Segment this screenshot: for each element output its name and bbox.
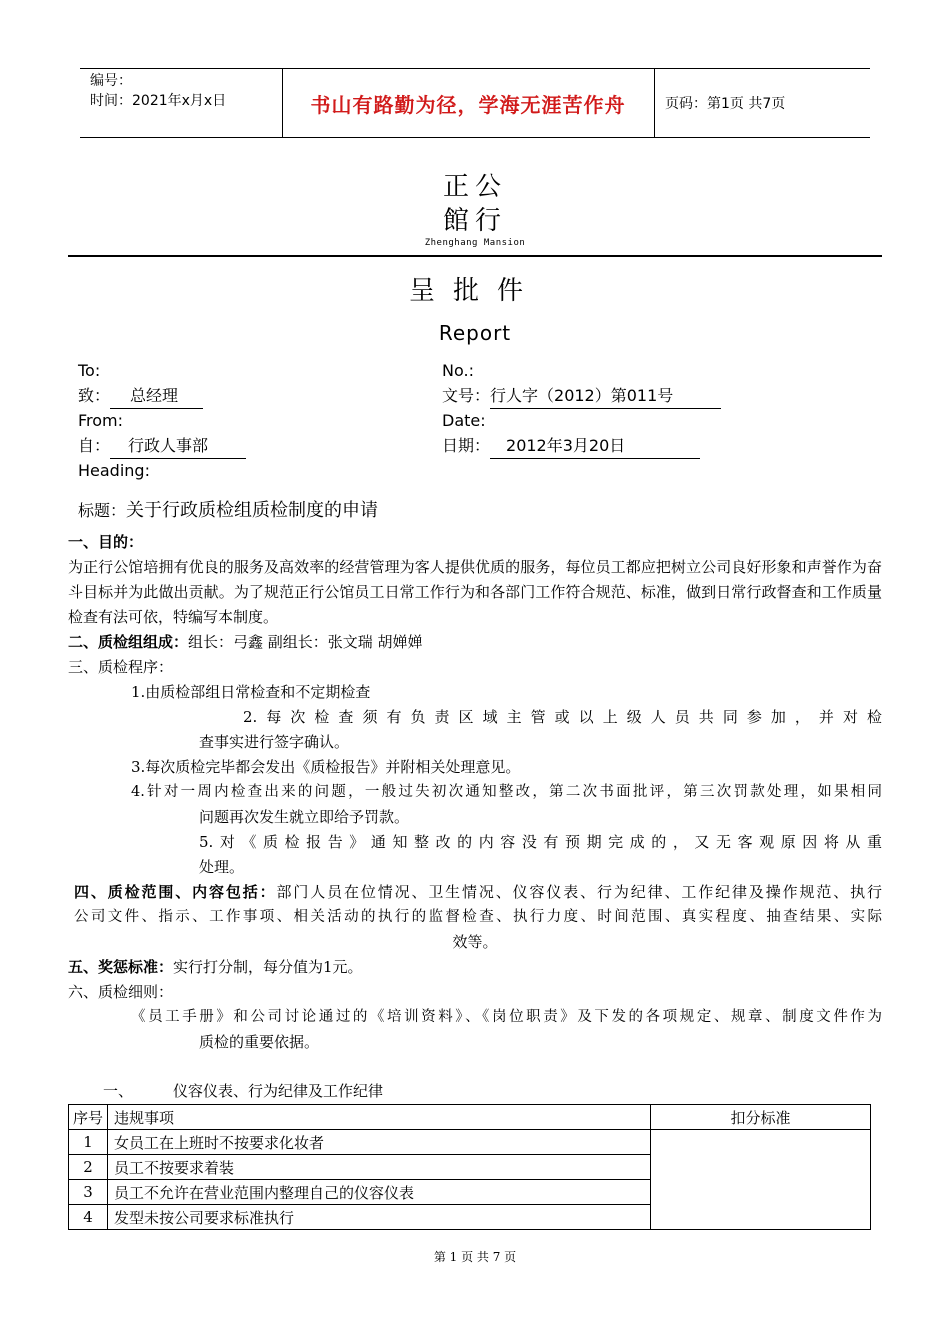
section-2 [68,630,882,655]
subsection-1-title: 仪容仪表、行为纪律及工作纪律 [173,1082,384,1100]
meta-from-label: From: [78,411,124,430]
company-logo [420,170,530,248]
section-1-title: 一、目的： [68,533,144,551]
table-cell-num: 1 [69,1130,108,1155]
header-table [80,68,870,138]
section-3-item-5-cont: 处理。 [199,858,245,876]
meta-from-row [78,434,246,459]
section-6-body-1: 《员工手册》和公司讨论通过的《培训资料》、《岗位职责》及下发的各项规定、规章、制度文件作为 [131,1009,882,1025]
section-5 [68,955,882,980]
meta-date-row [442,434,700,459]
table-cell-num: 3 [69,1180,108,1205]
meta-docno-label: 文号： [442,386,491,405]
section-2-body: 组长：弓鑫 副组长：张文瑞 胡婵婵 [188,633,423,651]
table-cell-num: 4 [69,1205,108,1230]
section-4-body-2: 公司文件、指示、工作事项、相关活动的执行的监督检查、执行力度、时间范围、真实程度、抽查结果、实际 [74,909,882,925]
table-row [69,1130,871,1155]
section-4-body-1: 部门人员在位情况、卫生情况、仪容仪表、行为纪律、工作纪律及操作规范、执行 [276,883,882,901]
subject-value: 关于行政质检组质检制度的申请 [126,500,379,521]
logo-glyph-bottom: 館行 [442,206,507,236]
meta-to-cn-label: 致： [78,386,111,405]
header-page-cell [655,69,870,137]
section-5-body: 实行打分制，每分值为1元。 [173,958,363,976]
section-2-title: 二、质检组组成： [68,633,189,651]
section-3-item-4: 4.针对一周内检查出来的问题，一般过失初次通知整改，第二次书面批评，第三次罚款处理，如果相同 [131,784,882,800]
section-3-item-2-cont: 查事实进行签字确认。 [199,733,350,751]
table-header-item: 违规事项 [108,1105,651,1130]
section-6-body-2: 质检的重要依据。 [199,1033,320,1051]
section-3-title: 三、质检程序： [68,658,174,676]
meta-to-value: 总经理 [110,384,203,409]
subject-label: 标题： [78,501,127,520]
subject-line [78,496,378,522]
motto-text: 书山有路勤为径，学海无涯苦作舟 [310,92,626,117]
meta-docno-value: 行人字（2012）第011号 [490,384,721,409]
logo-glyph-top: 正公 [442,172,507,202]
table-header-row [69,1105,871,1130]
number-label: 编号： [90,73,132,89]
table-cell-item: 女员工在上班时不按要求化妆者 [108,1130,651,1155]
meta-from-cn-label: 自： [78,436,111,455]
section-3-item-3: 3.每次质检完毕都会发出《质检报告》并附相关处理意见。 [131,758,521,776]
meta-no-label: No.: [442,361,474,380]
meta-date-cn-label: 日期： [442,436,491,455]
page-footer: 第 1 页 共 7 页 [433,1250,517,1264]
table-header-num: 序号 [69,1105,108,1130]
meta-to-label: To: [78,361,101,380]
meta-from-value: 行政人事部 [110,434,246,459]
meta-date-label: Date: [442,411,486,430]
meta-docno-row [442,384,721,409]
header-motto-cell [282,69,655,137]
violation-table [68,1104,871,1230]
time-label: 时间：2021年x月x日 [90,93,227,109]
table-cell-item: 员工不按要求着装 [108,1155,651,1180]
section-4 [68,880,882,905]
table-cell-item: 员工不允许在营业范围内整理自己的仪容仪表 [108,1180,651,1205]
logo-subtitle: Zhenghang Mansion [424,238,526,248]
document-body [68,530,882,1055]
meta-to-row [78,384,203,409]
meta-heading-label: Heading: [78,461,150,480]
section-6-title: 六、质检细则： [68,983,174,1001]
table-cell-num: 2 [69,1155,108,1180]
header-left-cell [80,69,283,137]
table-header-standard: 扣分标准 [651,1105,871,1130]
section-1-body: 为正行公馆培拥有优良的服务及高效率的经营管理为客人提供优质的服务，每位员工都应把树立公司良好形象和声誉作为奋斗目标并为此做出贡献。为了规范正行公馆员工日常工作行为和各部门工作符合规范、标准，做到日常行政督查和工作质量检查有法可依，特编写本制度。 [68,558,882,626]
subsection-1-number: 一、 [103,1082,134,1100]
section-4-title: 四、质检范围、内容包括： [74,883,277,901]
subsection-1-heading [103,1080,383,1101]
meta-date-value: 2012年3月20日 [490,434,700,459]
section-3-item-1: 1.由质检部组日常检查和不定期检查 [131,683,371,701]
section-3-item-4-cont: 问题再次发生就立即给予罚款。 [199,808,410,826]
section-3-item-2: 2.每次检查须有负责区域主管或以上级人员共同参加，并对检 [243,708,882,726]
section-3-item-5: 5.对《质检报告》通知整改的内容没有预期完成的，又无客观原因将从重 [199,833,882,851]
document-title-en: Report [438,321,512,345]
table-cell-standard [651,1130,871,1230]
page-info: 页码：第1页 共7页 [665,96,786,112]
document-title: 呈批件 [408,276,541,306]
section-5-title: 五、奖惩标准： [68,958,174,976]
section-4-body-3: 效等。 [452,933,498,951]
table-cell-item: 发型未按公司要求标准执行 [108,1205,651,1230]
header-divider [68,255,882,257]
